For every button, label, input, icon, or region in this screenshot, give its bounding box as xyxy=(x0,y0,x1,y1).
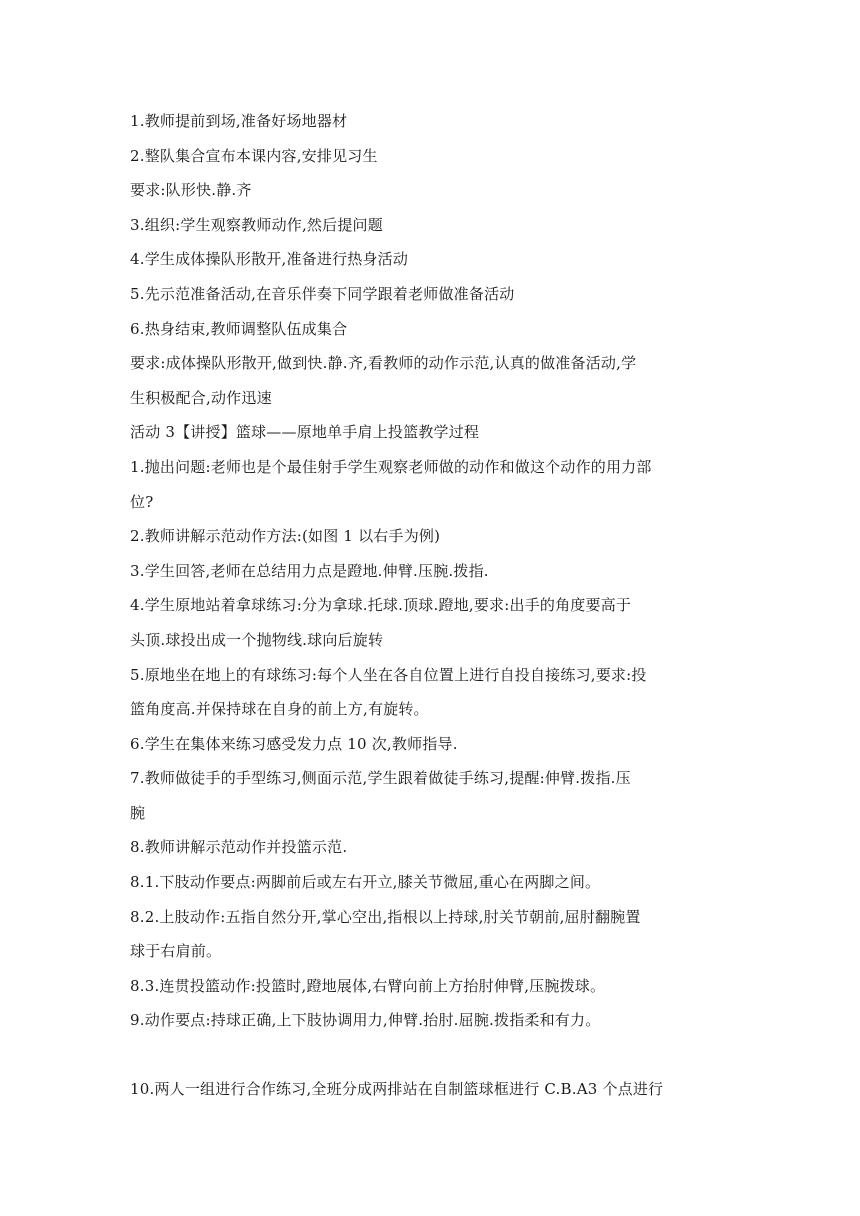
paragraph-gap xyxy=(130,1038,740,1072)
text-line: 6.热身结束,教师调整队伍成集合 xyxy=(130,319,348,338)
text-line: 8.1.下肢动作要点:两脚前后或左右开立,膝关节微屈,重心在两脚之间。 xyxy=(130,873,601,892)
section-heading: 活动 3【讲授】篮球——原地单手肩上投篮教学过程 xyxy=(130,423,480,442)
text-line: 4.学生成体操队形散开,准备进行热身活动 xyxy=(130,250,409,269)
text-line: 9.动作要点:持球正确,上下肢协调用力,伸臂.抬肘.屈腕.拨指柔和有力。 xyxy=(130,1011,601,1030)
text-line: 8.教师讲解示范动作并投篮示范. xyxy=(130,838,348,857)
text-line: 3.学生回答,老师在总结用力点是蹬地.伸臂.压腕.拨指. xyxy=(130,561,489,580)
text-line: 要求:成体操队形散开,做到快.静.齐,看教师的动作示范,认真的做准备活动,学 xyxy=(130,354,637,373)
text-line: 4.学生原地站着拿球练习:分为拿球.托球.顶球.蹬地,要求:出手的角度要高于 xyxy=(130,596,632,615)
text-line: 8.2.上肢动作:五指自然分开,掌心空出,指根以上持球,肘关节朝前,屈肘翻腕置 xyxy=(130,907,641,926)
text-line: 6.学生在集体来练习感受发力点 10 次,教师指导. xyxy=(130,734,458,753)
text-line: 1.抛出问题:老师也是个最佳射手学生观察老师做的动作和做这个动作的用力部 xyxy=(130,457,652,476)
text-line: 生积极配合,动作迅速 xyxy=(130,388,272,407)
document-body xyxy=(130,104,740,1107)
text-line: 头顶.球投出成一个抛物线.球向后旋转 xyxy=(130,630,384,649)
text-line: 8.3.连贯投篮动作:投篮时,蹬地展体,右臂向前上方抬肘伸臂,压腕拨球。 xyxy=(130,976,606,995)
text-line: 位? xyxy=(130,492,154,511)
text-line: 7.教师做徒手的手型练习,侧面示范,学生跟着做徒手练习,提醒:伸臂.拨指.压 xyxy=(130,769,631,788)
text-line: 球于右肩前。 xyxy=(130,942,222,961)
text-line: 腕 xyxy=(130,803,146,822)
text-line: 2.整队集合宣布本课内容,安排见习生 xyxy=(130,146,378,165)
text-line: 5.先示范准备活动,在音乐伴奏下同学跟着老师做准备活动 xyxy=(130,284,515,303)
text-line: 2.教师讲解示范动作方法:(如图 1 以右手为例) xyxy=(130,527,441,546)
text-line: 篮角度高.并保持球在自身的前上方,有旋转。 xyxy=(130,700,429,719)
text-line: 10.两人一组进行合作练习,全班分成两排站在自制篮球框进行 C.B.A3 个点进行 xyxy=(130,1080,664,1099)
text-line: 3.组织:学生观察教师动作,然后提问题 xyxy=(130,215,383,234)
text-line: 5.原地坐在地上的有球练习:每个人坐在各自位置上进行自投自接练习,要求:投 xyxy=(130,665,647,684)
text-line: 要求:队形快.静.齐 xyxy=(130,181,252,200)
text-line: 1.教师提前到场,准备好场地器材 xyxy=(130,112,348,130)
